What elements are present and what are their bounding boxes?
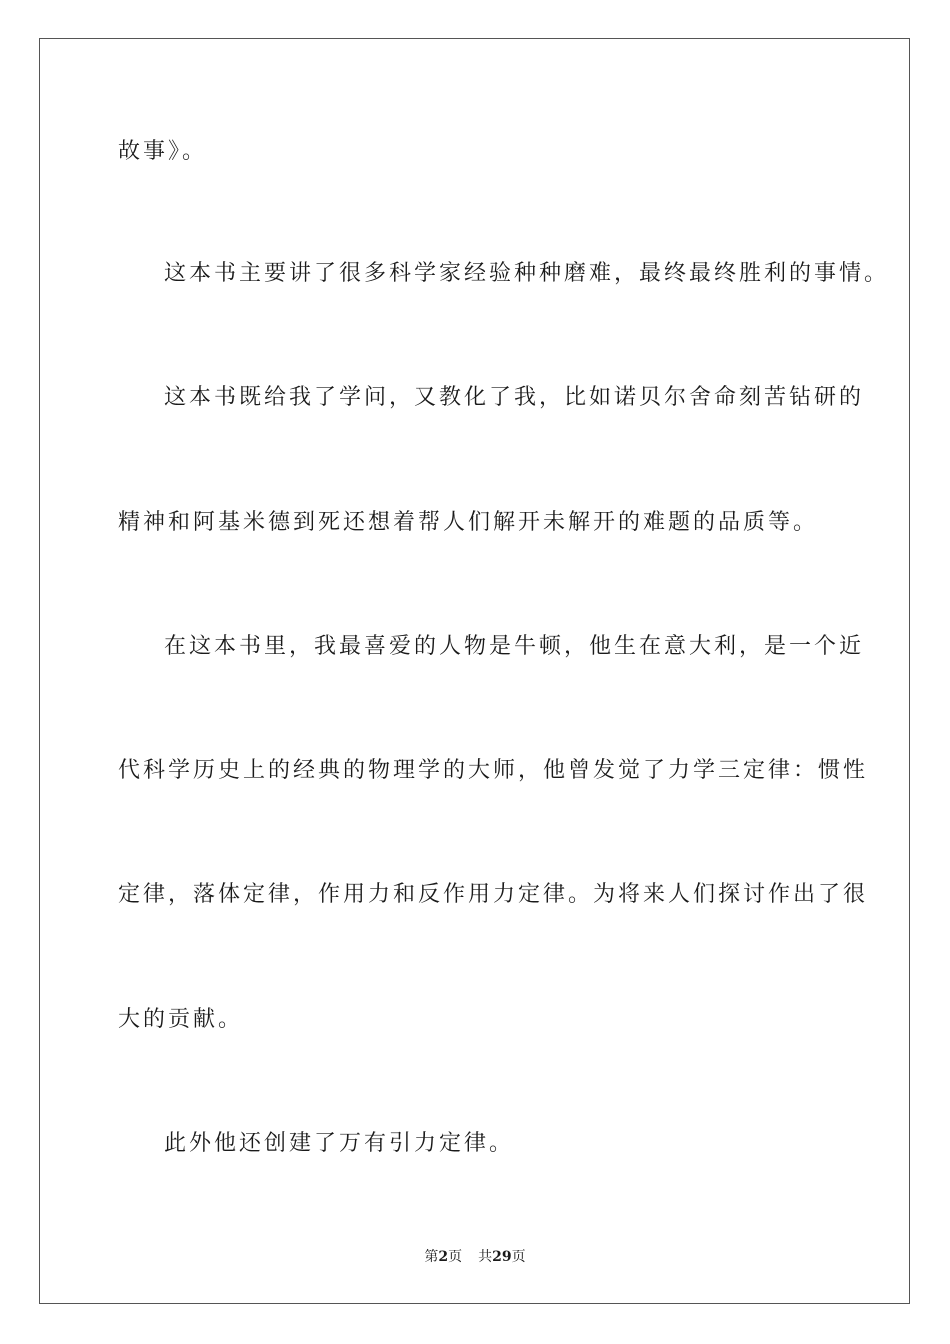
paragraph-line-4: 精神和阿基米德到死还想着帮人们解开未解开的难题的品质等。 — [118, 510, 819, 535]
paragraph-line-7: 定律，落体定律，作用力和反作用力定律。为将来人们探讨作出了很 — [118, 882, 869, 907]
paragraph-line-6: 代科学历史上的经典的物理学的大师，他曾发觉了力学三定律：惯性 — [118, 758, 869, 783]
footer-page-suffix: 页 — [448, 1249, 463, 1265]
footer-total-prefix: 共 — [478, 1249, 493, 1265]
paragraph-line-8: 大的贡献。 — [118, 1007, 244, 1032]
footer-page-prefix: 第 — [424, 1249, 439, 1265]
paragraph-line-2: 这本书主要讲了很多科学家经验种种磨难，最终最终胜利的事情。 — [164, 261, 890, 286]
footer-total-pages: 29 — [492, 1249, 512, 1265]
paragraph-line-5: 在这本书里，我最喜爱的人物是牛顿，他生在意大利，是一个近 — [164, 634, 865, 659]
paragraph-line-9: 此外他还创建了万有引力定律。 — [164, 1131, 515, 1156]
page-border — [39, 38, 910, 1304]
paragraph-line-3: 这本书既给我了学问，又教化了我，比如诺贝尔舍命刻苦钻研的 — [164, 385, 865, 410]
paragraph-line-1: 故事》。 — [118, 139, 208, 164]
footer-page-number: 2 — [438, 1249, 449, 1265]
page-footer — [0, 1247, 950, 1267]
footer-total-suffix: 页 — [511, 1249, 526, 1265]
